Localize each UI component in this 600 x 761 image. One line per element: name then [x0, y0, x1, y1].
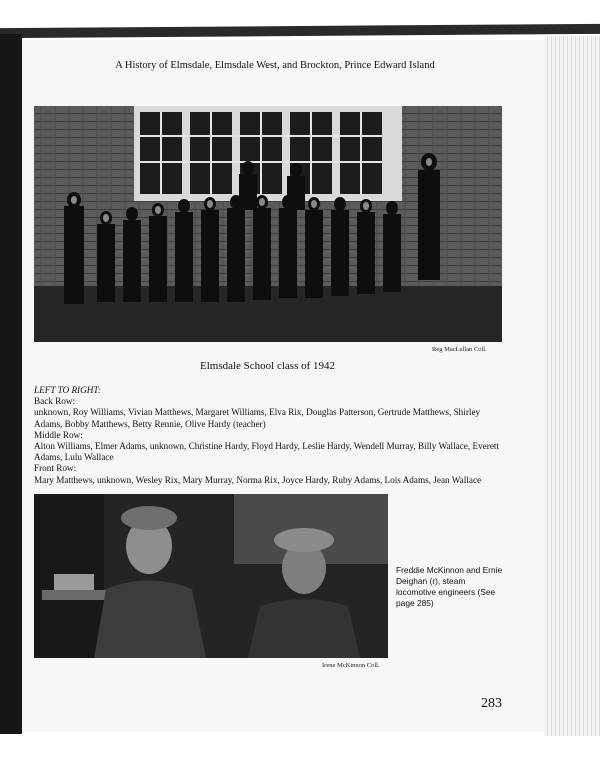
names-intro: LEFT TO RIGHT:: [34, 385, 102, 395]
side-caption: Freddie McKinnon and Ernie Deighan (r), steam locomotive engineers (See page 285): [396, 565, 503, 608]
photo-credit: Reg MacLellan Coll.: [432, 346, 487, 353]
names-list: [34, 385, 504, 486]
bleed-through-text: [36, 349, 38, 359]
middle-row-names: Alton Williams, Elmer Adams, unknown, Christine Hardy, Floyd Hardy, Leslie Hardy, Wendell Murray, Billy Wallace, Everett Adams, Lulu Wallace: [34, 441, 499, 463]
photo-credit-2: Irene McKinnon Coll.: [322, 662, 380, 669]
front-row-label: Front Row:: [34, 463, 77, 474]
engineers-photo-image: [34, 494, 388, 658]
back-row-label: Back Row:: [34, 396, 76, 407]
front-row-names: Mary Matthews, unknown, Wesley Rix, Mary Murray, Norma Rix, Joyce Hardy, Ruby Adams, Lois Adams, Jean Wallace: [34, 474, 482, 485]
page-edges: [544, 36, 600, 736]
engineers-photo: [34, 494, 388, 658]
photo-caption: Elmsdale School class of 1942: [200, 360, 336, 372]
school-class-photo-image: [34, 106, 502, 342]
back-row-names: unknown, Roy Williams, Vivian Matthews, Margaret Williams, Elva Rix, Douglas Patterson, Gertrude Matthews, Shirley Adams, Bobby Matthews, Betty Rennie, Olive Hardy (teacher): [34, 407, 481, 429]
book-spine: [0, 34, 22, 734]
page-number: 283: [481, 696, 502, 711]
school-class-photo: [34, 106, 502, 342]
middle-row-label: Middle Row:: [34, 429, 83, 440]
running-header: A History of Elmsdale, Elmsdale West, and Brockton, Prince Edward Island: [115, 60, 435, 71]
